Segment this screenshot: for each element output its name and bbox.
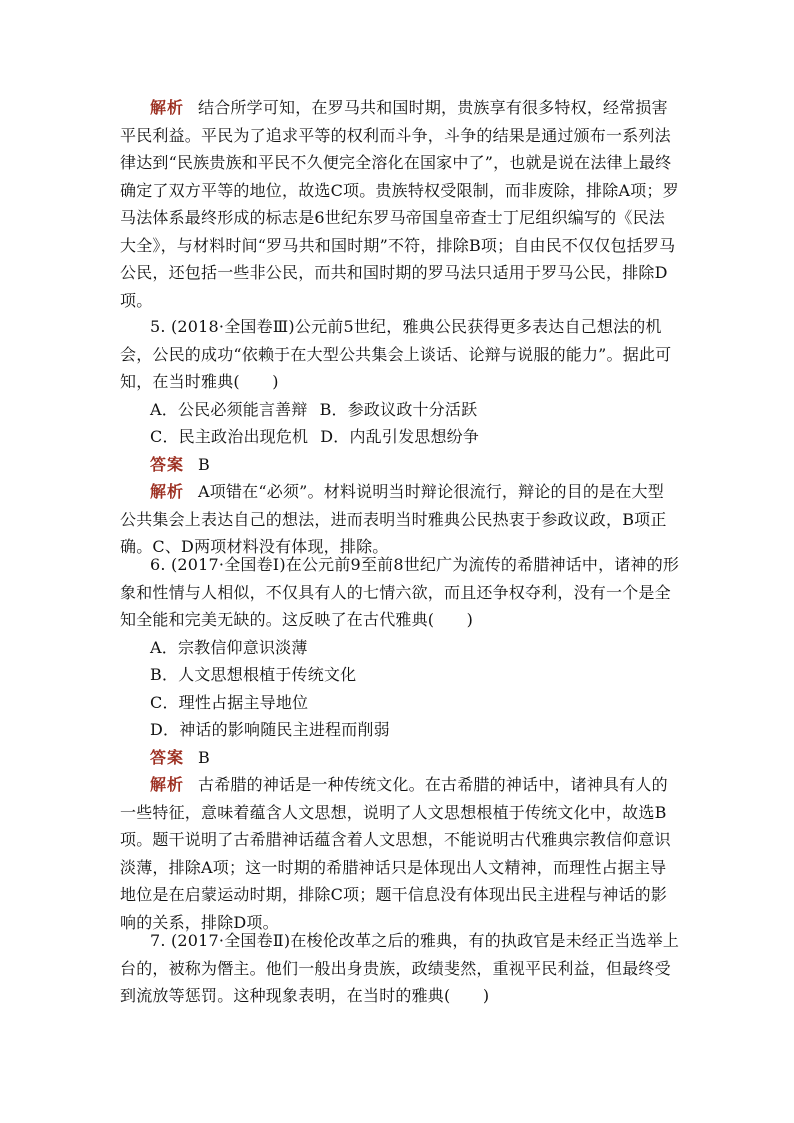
question-7 [120,927,680,1010]
question-6-answer-value: B [198,747,210,767]
question-5 [120,313,680,561]
question-6-option-b: B．人文思想根植于传统文化 [150,665,357,684]
question-5-analysis-text: A项错在“必须”。材料说明当时辩论很流行，辩论的目的是在大型公共集会上表达自己的想法，进而表明当时雅典公民热衷于参政议政，B项正确。C、D两项材料没有体现，排除。 [120,482,667,556]
question-5-option-c: C．民主政治出现危机 [150,427,309,446]
question-6-option-d: D．神话的影响随民主进程而削弱 [150,720,390,739]
question-6-option-c: C．理性占据主导地位 [150,692,309,712]
question-6-stem: 6. (2017·全国卷Ⅰ)在公元前9至前8世纪广为流传的希腊神话中，诸神的形象和性情与人相似，不仅具有人的七情六欲，而且还争权夺利，没有一个是全知全能和完美无缺的。这反映了在古代雅典( ) [120,555,680,629]
question-6-answer [120,744,680,772]
analysis-label: 解析 [150,482,185,501]
analysis-q4 [120,94,680,314]
analysis-label: 解析 [150,775,185,794]
question-6 [120,551,680,936]
question-5-option-a: A．公民必须能言善辩 [150,399,308,419]
question-5-stem: 5. (2018·全国卷Ⅲ)公元前5世纪，雅典公民获得更多表达自己想法的机会，公民的成功“依赖于在大型公共集会上谈话、论辩与说服的能力”。据此可知，在当时雅典( ) [120,317,672,391]
question-5-option-b: B．参政议政十分活跃 [319,399,478,419]
answer-label: 答案 [150,454,185,474]
question-5-options-ab [150,396,680,424]
answer-label: 答案 [150,747,185,767]
analysis-label: 解析 [150,98,185,117]
analysis-q4-paragraph [120,94,680,314]
question-6-analysis-text: 古希腊的神话是一种传统文化。在古希腊的神话中，诸神具有人的一些特征，意味着蕴含人文思想，说明了人文思想根植于传统文化中，故选B项。题干说明了古希腊神话蕴含着人文思想，不能说明古代雅典宗教信仰意识淡薄，排除A项；这一时期的希腊神话只是体现出人文精神，而理性占据主导地位是在启蒙运动时期，排除C项；题干信息没有体现出民主进程与神话的影响的关系，排除D项。 [120,775,671,932]
question-6-option-a: A．宗教信仰意识淡薄 [150,637,308,657]
question-7-stem: 7. (2017·全国卷Ⅱ)在梭伦改革之后的雅典，有的执政官是未经正当选举上台的，被称为僭主。他们一般出身贵族，政绩斐然，重视平民利益，但最终受到流放等惩罚。这种现象表明，在当时的雅典( ) [120,931,680,1005]
question-5-options-cd [150,423,680,451]
analysis-q4-text: 结合所学可知，在罗马共和国时期，贵族享有很多特权，经常损害平民利益。平民为了追求平等的权利而斗争，斗争的结果是通过颁布一系列法律达到“民族贵族和平民不久便完全溶化在国家中了”，也就是说在法律上最终确定了双方平等的地位，故选C项。贵族特权受限制，而非废除，排除A项；罗马法体系最终形成的标志是6世纪东罗马帝国皇帝查士丁尼组织编写的《民法大全》，与材料时间“罗马共和国时期”不符，排除B项；自由民不仅仅包括罗马公民，还包括一些非公民，而共和国时期的罗马法只适用于罗马公民，排除D项。 [120,98,679,310]
question-5-answer-value: B [198,454,210,474]
question-6-analysis [120,771,680,936]
question-5-option-d: D．内乱引发思想纷争 [320,427,480,446]
question-5-analysis [120,478,680,561]
question-5-answer [120,451,680,479]
